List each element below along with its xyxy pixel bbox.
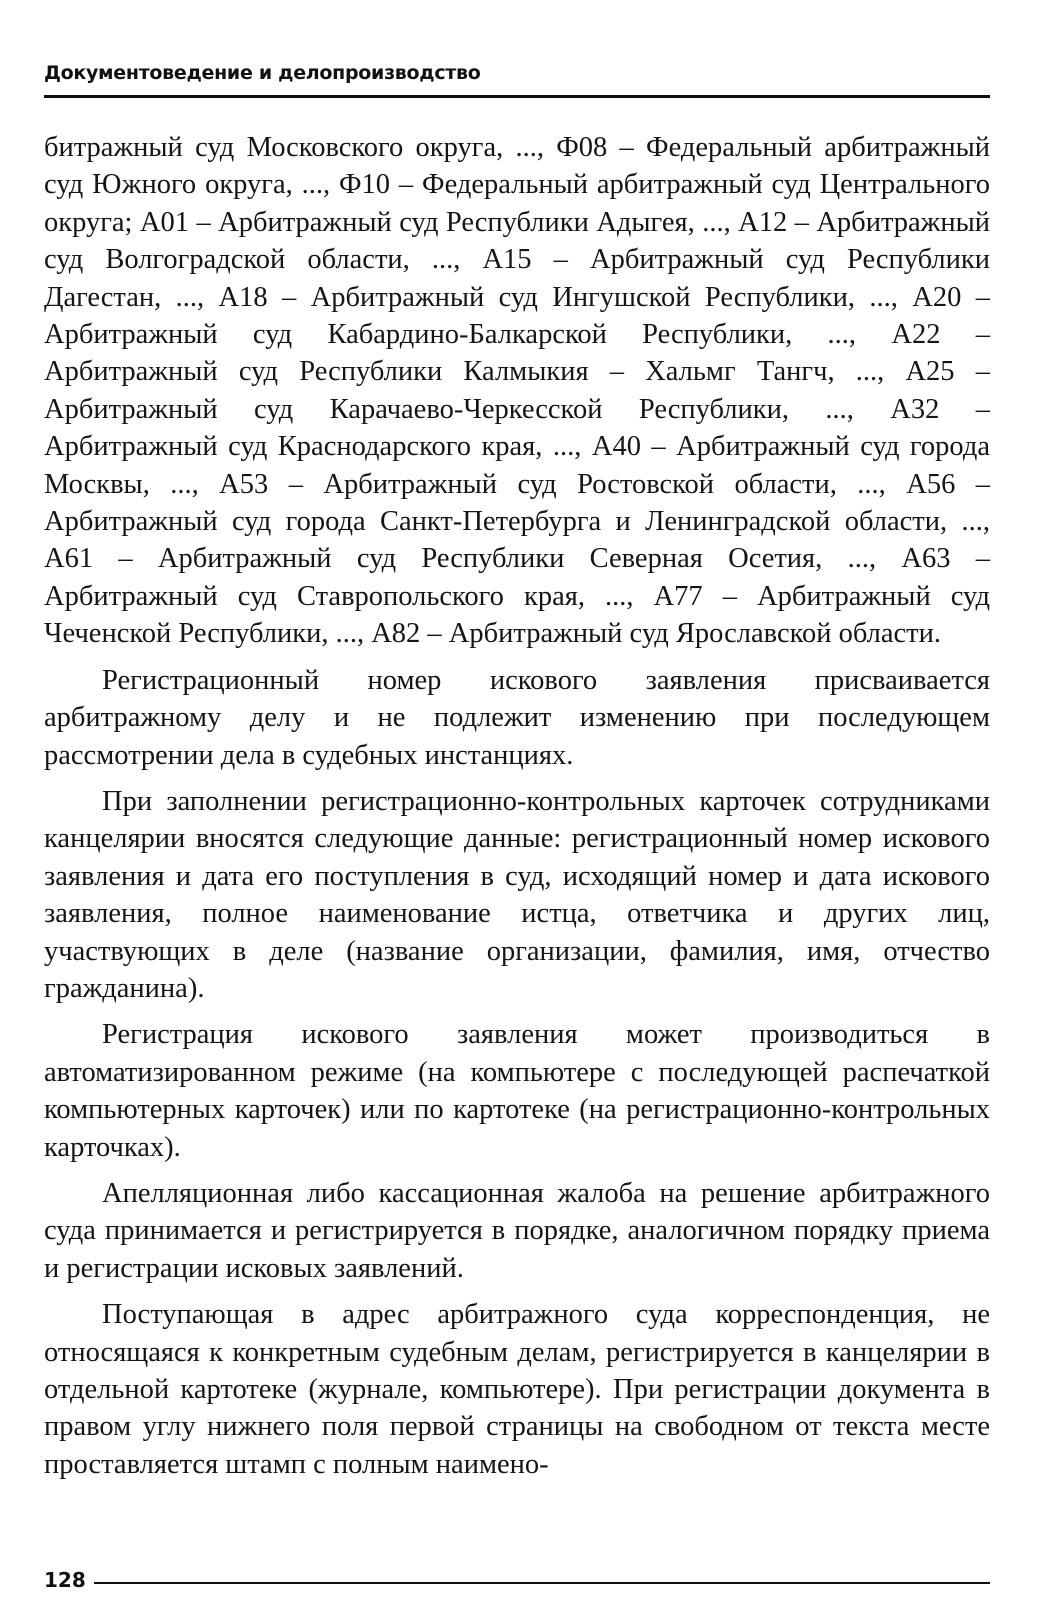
page-footer: [44, 1568, 990, 1598]
paragraph: Регистрация искового заявления может производиться в автоматизированном режиме (на компьютере с последующей распечаткой компьютерных карточек) или по картотеке (на регистрационно-контрольных карточках).: [44, 1019, 990, 1163]
running-header: Документоведение и делопроизводство: [44, 62, 481, 84]
paragraph-continued: битражный суд Московского округа, ..., Ф08 – Федеральный арбитражный суд Южного округа, ..., Ф10 – Федеральный арбитражный суд Центрального округа; А01 – Арбитражный суд Республики Адыгея, ..., А12 – Арбитражный суд Волгоградской области, ..., А15 – Арбитражный суд Республики Дагестан, ..., А18 – Арбитражный суд Ингушской Республики, ..., А20 – Арбитражный суд Кабардино-Балкарской Республики, ..., А22 – Арбитражный суд Республики Калмыкия – Хальмг Тангч, ..., А25 – Арбитражный суд Карачаево-Черкесской Республики, ..., А32 – Арбитражный суд Краснодарского края, ..., А40 – Арбитражный суд города Москвы, ..., А53 – Арбитражный суд Ростовской области, ..., А56 – Арбитражный суд города Санкт-Петербурга и Ленинградской области, ..., А61 – Арбитражный суд Республики Северная Осетия, ..., А63 – Арбитражный суд Ставропольского края, ..., А77 – Арбитражный суд Чеченской Республики, ..., А82 – Арбитражный суд Ярославской области.: [44, 132, 990, 650]
paragraph: При заполнении регистрационно-контрольных карточек сотрудниками канцелярии вносятся следующие данные: регистрационный номер искового заявления и дата его поступления в суд, исходящий номер и дата искового заявления, полное наименование истца, ответчика и других лиц, участвующих в деле (название организации, фамилия, имя, отчество гражданина).: [44, 785, 990, 1004]
paragraph: Апелляционная либо кассационная жалоба на решение арбитражного суда принимается и регистрируется в порядке, аналогичном порядку приема и регистрации исковых заявлений.: [44, 1177, 990, 1284]
header-rule: [44, 95, 990, 98]
paragraph: Поступающая в адрес арбитражного суда корреспонденция, не относящаяся к конкретным судебным делам, регистрируется в канцелярии в отдельной картотеке (журнале, компьютере). При регистрации документа в правом углу нижнего поля первой страницы на свободном от текста месте проставляется штамп с полным наимено-: [44, 1299, 990, 1480]
body-text: [44, 129, 990, 1492]
paragraph: Регистрационный номер искового заявления присваивается арбитражному делу и не подлежит изменению при последующем рассмотрении дела в судебных инстанциях.: [44, 664, 990, 771]
footer-rule: [94, 1582, 990, 1584]
page-number: 128: [44, 1568, 86, 1592]
